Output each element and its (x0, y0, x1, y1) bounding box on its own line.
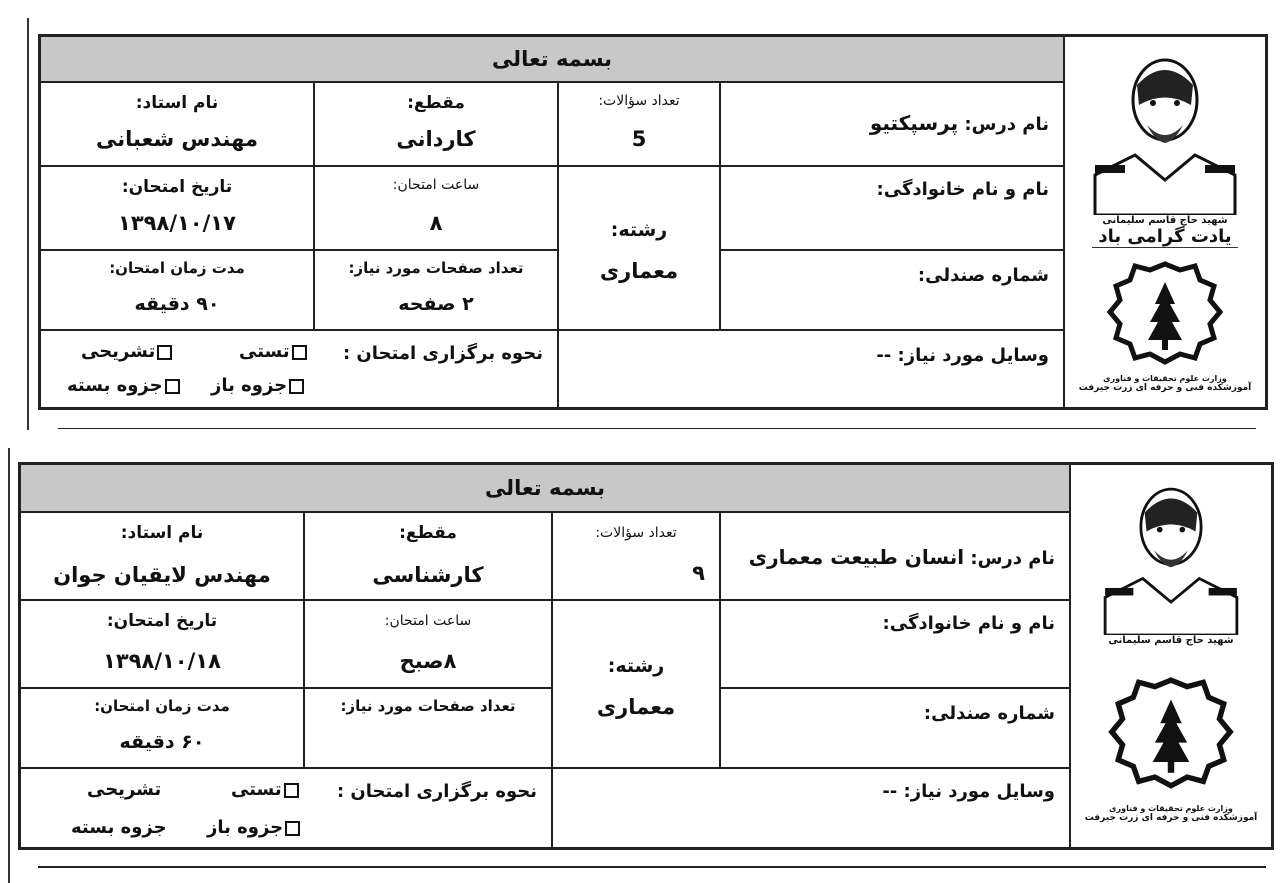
teacher-cell (20, 512, 304, 600)
exam-date-label: تاریخ امتحان: (106, 611, 218, 631)
ministry-caption: وزارت علوم تحقیقات و فناوری (1103, 374, 1227, 383)
college-caption: آموزشکده فنی و حرفه ای زرت جیرفت (1078, 383, 1252, 393)
student-name-label: نام و نام خانوادگی: (876, 179, 1049, 200)
course-value: انسان طبیعت معماری (748, 545, 965, 569)
grade-cell (304, 512, 552, 600)
card-title (20, 464, 1070, 512)
tools-label: وسایل مورد نیاز: -- (876, 345, 1049, 366)
scan-edge-line (8, 448, 10, 883)
exam-time-label: ساعت امتحان: (392, 177, 480, 193)
memory-caption: یادت گرامی باد (1092, 226, 1237, 248)
martyr-portrait-icon (1085, 45, 1245, 215)
martyr-caption: شهید حاج قاسم سلیمانی (1102, 215, 1228, 226)
seat-number-label: شماره صندلی: (923, 703, 1055, 724)
student-name-cell (720, 600, 1070, 688)
checkbox-open-book[interactable] (289, 379, 304, 394)
field-value: معماری (596, 695, 676, 719)
questions-value: ۹ (692, 561, 705, 585)
cut-line (38, 866, 1266, 868)
duration-value: ۹۰ دقیقه (134, 293, 220, 315)
questions-label: تعداد سؤالات: (595, 525, 677, 541)
exam-method-cell (20, 768, 552, 848)
questions-cell (558, 82, 720, 166)
pages-label: تعداد صفحات مورد نیاز: (348, 259, 524, 277)
checkbox-essay[interactable] (157, 345, 172, 360)
student-name-label: نام و نام خانوادگی: (882, 613, 1055, 634)
teacher-value: مهندس لایقیان جوان (53, 563, 271, 587)
exam-time-cell (304, 600, 552, 688)
course-label: نام درس: (970, 548, 1055, 569)
exam-date-value: ۱۳۹۸/۱۰/۱۸ (103, 649, 221, 673)
pages-label: تعداد صفحات مورد نیاز: (340, 697, 516, 715)
teacher-label: نام استاد: (120, 523, 204, 543)
pages-cell (314, 250, 558, 330)
exam-method-label: نحوه برگزاری امتحان : (342, 343, 543, 364)
questions-value: 5 (631, 127, 647, 151)
seat-number-cell (720, 688, 1070, 768)
option-open-book[interactable]: جزوه باز (211, 375, 304, 396)
option-essay[interactable]: تشریحی (81, 341, 172, 362)
exam-method-label: نحوه برگزاری امتحان : (336, 781, 537, 802)
exam-time-label: ساعت امتحان: (384, 613, 472, 629)
logo-column (1070, 464, 1272, 848)
exam-time-value: ۸صبح (399, 649, 457, 673)
cut-line (58, 428, 1256, 429)
field-cell (552, 600, 720, 768)
grade-label: مقطع: (407, 93, 465, 113)
field-label: رشته: (607, 655, 665, 677)
tools-label: وسایل مورد نیاز: -- (882, 781, 1055, 802)
option-closed-book[interactable]: جزوه بسته (67, 375, 180, 396)
exam-method-cell (40, 330, 558, 408)
duration-value: ۶۰ دقیقه (119, 731, 205, 753)
exam-time-value: ۸ (429, 211, 443, 235)
pages-cell (304, 688, 552, 768)
student-name-cell (720, 166, 1064, 250)
checkbox-test[interactable] (292, 345, 307, 360)
exam-date-cell (20, 600, 304, 688)
seat-number-label: شماره صندلی: (917, 265, 1049, 286)
college-caption: آموزشکده فنی و حرفه ای زرت جیرفت (1084, 813, 1258, 823)
title-text: بسمه تعالی (491, 47, 613, 71)
duration-label: مدت زمان امتحان: (109, 259, 245, 277)
course-label: نام درس: (964, 114, 1049, 135)
duration-cell (20, 688, 304, 768)
questions-cell (552, 512, 720, 600)
teacher-value: مهندس شعبانی (96, 127, 258, 151)
exam-header-card-2 (18, 462, 1274, 850)
martyr-caption: شهید حاج قاسم سلیمانی (1108, 635, 1234, 646)
field-value: معماری (599, 259, 679, 283)
checkbox-closed-book[interactable] (165, 379, 180, 394)
duration-cell (40, 250, 314, 330)
tools-cell (552, 768, 1070, 848)
option-test[interactable]: تستی (239, 341, 307, 362)
grade-label: مقطع: (399, 523, 457, 543)
grade-cell (314, 82, 558, 166)
card-title (40, 36, 1064, 82)
option-open-book[interactable]: جزوه باز (207, 817, 300, 838)
course-cell (720, 82, 1064, 166)
exam-date-value: ۱۳۹۸/۱۰/۱۷ (118, 211, 236, 235)
option-essay: تشریحی (87, 779, 162, 800)
teacher-label: نام استاد: (135, 93, 219, 113)
checkbox-test[interactable] (284, 783, 299, 798)
exam-time-cell (314, 166, 558, 250)
option-test[interactable]: تستی (231, 779, 299, 800)
teacher-cell (40, 82, 314, 166)
duration-label: مدت زمان امتحان: (94, 697, 230, 715)
course-cell (720, 512, 1070, 600)
option-closed-book: جزوه بسته (71, 817, 167, 838)
martyr-portrait-icon (1091, 475, 1251, 635)
logo-column (1064, 36, 1266, 408)
scan-edge-line (27, 18, 29, 430)
course-value: پرسپکتیو (869, 111, 959, 135)
ministry-caption: وزارت علوم تحقیقات و فناوری (1109, 804, 1233, 813)
grade-value: کاردانی (396, 127, 476, 151)
exam-date-cell (40, 166, 314, 250)
tools-cell (558, 330, 1064, 408)
field-cell (558, 166, 720, 330)
checkbox-open-book[interactable] (285, 821, 300, 836)
ministry-emblem-icon (1101, 664, 1241, 804)
field-label: رشته: (610, 219, 668, 241)
questions-label: تعداد سؤالات: (598, 93, 680, 109)
ministry-emblem-icon (1100, 254, 1230, 374)
title-text: بسمه تعالی (484, 476, 606, 500)
exam-date-label: تاریخ امتحان: (121, 177, 233, 197)
exam-header-card-1 (38, 34, 1268, 410)
seat-number-cell (720, 250, 1064, 330)
pages-value: ۲ صفحه (398, 293, 474, 315)
grade-value: کارشناسی (372, 563, 484, 587)
